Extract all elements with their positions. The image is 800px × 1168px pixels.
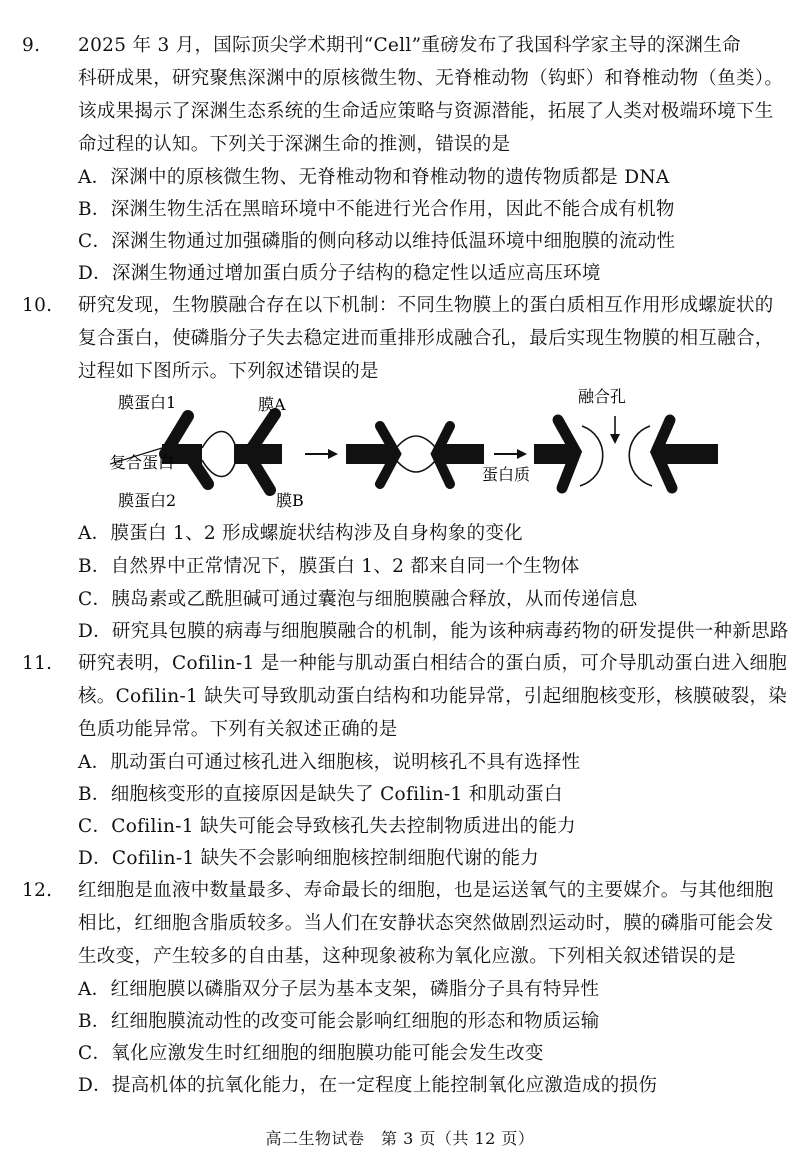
question-stem-line: 相比，红细胞含脂质较多。当人们在安静状态突然做剧烈运动时，膜的磷脂可能会发	[78, 913, 774, 934]
question-stem-line: 过程如下图所示。下列叙述错误的是	[78, 361, 379, 382]
question-stem-line: 生改变，产生较多的自由基，这种现象被称为氧化应激。下列相关叙述错误的是	[78, 946, 737, 967]
fusion-stage-3	[534, 416, 718, 488]
option-d: D．提高机体的抗氧化能力，在一定程度上能控制氧化应激造成的损伤	[78, 1075, 658, 1096]
option-a: A．肌动蛋白可通过核孔进入细胞核，说明核孔不具有选择性	[78, 752, 581, 773]
option-b: B．深渊生物生活在黑暗环境中不能进行光合作用，因此不能合成有机物	[78, 199, 675, 220]
label-protein-2: 膜蛋白2	[118, 491, 177, 510]
option-a: A．红细胞膜以磷脂双分子层为基本支架，磷脂分子具有特异性	[78, 979, 600, 1000]
question-number: 12.	[22, 880, 53, 901]
option-d: D．研究具包膜的病毒与细胞膜融合的机制，能为该种病毒药物的研发提供一种新思路	[78, 621, 789, 642]
question-stem-line: 命过程的认知。下列关于深渊生命的推测，错误的是	[78, 134, 511, 155]
arrow-1	[305, 449, 338, 459]
option-d: D．Cofilin-1 缺失不会影响细胞核控制细胞代谢的能力	[78, 848, 540, 869]
option-a: A．深渊中的原核微生物、无脊椎动物和脊椎动物的遗传物质都是 DNA	[78, 167, 670, 188]
question-stem-line: 核。Cofilin-1 缺失可导致肌动蛋白结构和功能异常，引起细胞核变形，核膜破裂，染	[78, 686, 788, 707]
question-stem-line: 该成果揭示了深渊生态系统的生命适应策略与资源潜能，拓展了人类对极端环境下生	[78, 101, 774, 122]
question-stem-line: 研究表明，Cofilin-1 是一种能与肌动蛋白相结合的蛋白质，可介导肌动蛋白进入细胞	[78, 653, 788, 674]
option-c: C．深渊生物通过加强磷脂的侧向移动以维持低温环境中细胞膜的流动性	[78, 231, 676, 252]
question-stem-line: 红细胞是血液中数量最多、寿命最长的细胞，也是运送氧气的主要媒介。与其他细胞	[78, 880, 774, 901]
option-c: C．氧化应激发生时红细胞的细胞膜功能可能会发生改变	[78, 1043, 544, 1064]
question-stem-line: 色质功能异常。下列有关叙述正确的是	[78, 719, 398, 740]
option-c: C．Cofilin-1 缺失可能会导致核孔失去控制物质进出的能力	[78, 816, 576, 837]
option-b: B．红细胞膜流动性的改变可能会影响红细胞的形态和物质运输	[78, 1011, 600, 1032]
option-b: B．细胞核变形的直接原因是缺失了 Cofilin-1 和肌动蛋白	[78, 784, 563, 805]
question-number: 11.	[22, 653, 53, 674]
fusion-stage-1	[110, 414, 282, 490]
label-protein: 蛋白质	[482, 465, 531, 484]
label-membrane-b: 膜B	[276, 491, 304, 510]
arrow-2	[494, 449, 527, 459]
option-d: D．深渊生物通过增加蛋白质分子结构的稳定性以适应高压环境	[78, 263, 601, 284]
page-footer: 高二生物试卷 第 3 页（共 12 页）	[265, 1129, 535, 1148]
question-stem-line: 2025 年 3 月，国际顶尖学术期刊“Cell”重磅发布了我国科学家主导的深渊生命	[78, 35, 741, 56]
option-c: C．胰岛素或乙酰胆碱可通过囊泡与细胞膜融合释放，从而传递信息	[78, 589, 638, 610]
fusion-stage-2	[346, 426, 484, 484]
option-a: A．膜蛋白 1、2 形成螺旋状结构涉及自身构象的变化	[78, 523, 523, 544]
membrane-fusion-diagram	[110, 386, 730, 516]
label-fusion-pore: 融合孔	[578, 387, 627, 406]
question-number: 10.	[22, 295, 53, 316]
label-membrane-a: 膜A	[258, 395, 286, 414]
label-complex-protein: 复合蛋白	[110, 453, 175, 472]
option-b: B．自然界中正常情况下，膜蛋白 1、2 都来自同一个生物体	[78, 556, 580, 577]
question-stem-line: 研究发现，生物膜融合存在以下机制：不同生物膜上的蛋白质相互作用形成螺旋状的	[78, 295, 774, 316]
question-stem-line: 复合蛋白，使磷脂分子失去稳定进而重排形成融合孔，最后实现生物膜的相互融合，	[78, 328, 774, 349]
question-stem-line: 科研成果，研究聚焦深渊中的原核微生物、无脊椎动物（钩虾）和脊椎动物（鱼类）。	[78, 68, 784, 89]
label-protein-1: 膜蛋白1	[118, 393, 177, 412]
question-number: 9.	[22, 35, 41, 56]
